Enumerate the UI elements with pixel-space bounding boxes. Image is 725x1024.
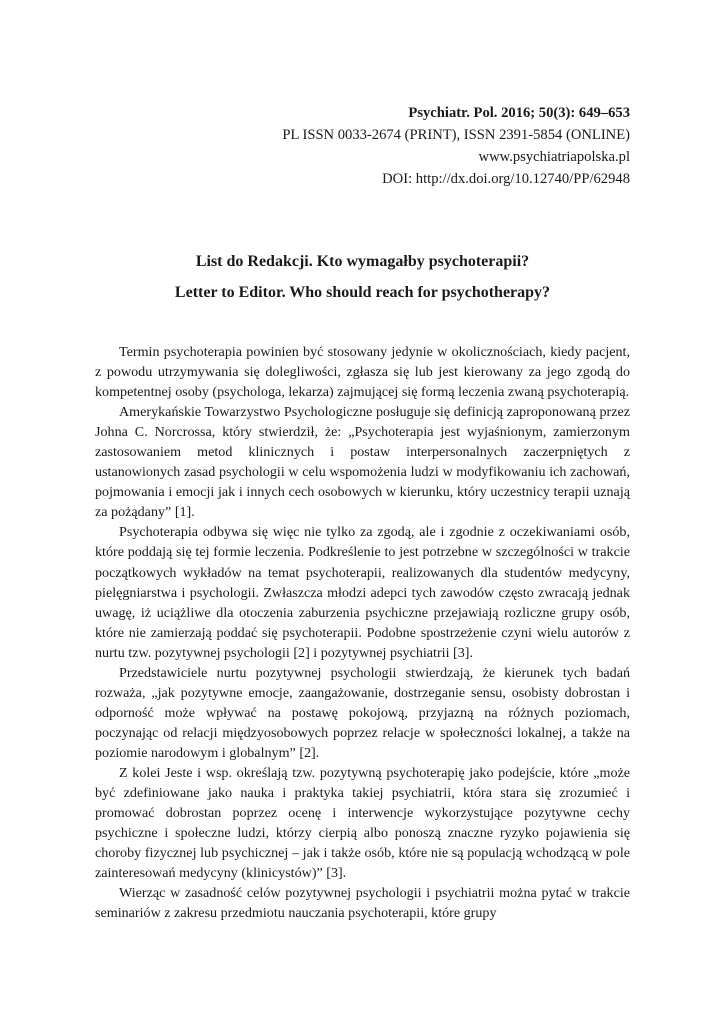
issn-line: PL ISSN 0033-2674 (PRINT), ISSN 2391-5854 (ONLINE): [282, 127, 630, 143]
title-polish: List do Redakcji. Kto wymagałby psychoterapii?: [195, 253, 530, 270]
title-english: Letter to Editor. Who should reach for psychotherapy?: [174, 284, 551, 301]
paragraph: Przedstawiciele nurtu pozytywnej psychologii stwierdzają, że kierunek tych badań rozważa, „jak pozytywne emocje, zaangażowanie, dostrzeganie sensu, osobisty dobrostan i odporność może wpływać na postawę pokojową, przyjazną na różnych poziomach, poczynając od relacji międzyosobowych poprzez relacje w społeczności lokalnej, a także na poziomie narodowym i globalnym” [2].: [95, 664, 630, 761]
article-body: [95, 342, 630, 923]
article-titles: [95, 246, 630, 308]
doi-line: DOI: http://dx.doi.org/10.12740/PP/62948: [382, 171, 630, 187]
paragraph: Z kolei Jeste i wsp. określają tzw. pozytywną psychoterapię jako podejście, które „może być zdefiniowane jako nauka i praktyka takiej psychiatrii, która stara się zrozumieć i promować dobrostan poprzez ocenę i interwencje wykorzystujące pozytywne cechy psychiczne i społeczne ludzi, którzy cierpią albo ponoszą znaczne ryzyko pojawienia się choroby fizycznej lub psychicznej – jak i także osób, które nie są populacją wchodzącą w pole zainteresowań medycyny (klinicystów)” [3].: [95, 764, 630, 882]
paragraph: Wierząc w zasadność celów pozytywnej psychologii i psychiatrii można pytać w trakcie seminariów z zakresu przedmiotu nauczania psychoterapii, które grupy: [95, 885, 630, 922]
paragraph: Termin psychoterapia powinien być stosowany jedynie w okolicznościach, kiedy pacjent, z powodu utrzymywania się dolegliwości, zgłasza się lub jest kierowany za jego zgodą do kompetentnej osoby (psychologa, lekarza) zajmującej się formą leczenia zwaną psychoterapią.: [95, 344, 630, 401]
journal-header: [282, 102, 630, 190]
journal-citation: Psychiatr. Pol. 2016; 50(3): 649–653: [408, 105, 630, 121]
paragraph: Amerykańskie Towarzystwo Psychologiczne posługuje się definicją zaproponowaną przez Johna C. Norcrossa, który stwierdził, że: „Psychoterapia jest wyjaśnionym, zamierzonym zastosowaniem metod klinicznych i postaw interpersonalnych zaczerpniętych z ustanowionych zasad psychologii w celu wspomożenia ludzi w modyfikowaniu ich zachowań, pojmowania i emocji jak i innych cech osobowych w kierunku, który uczestnicy terapii uznają za pożądany” [1].: [95, 404, 630, 521]
journal-website: www.psychiatriapolska.pl: [478, 149, 630, 165]
paragraph: Psychoterapia odbywa się więc nie tylko za zgodą, ale i zgodnie z oczekiwaniami osób, które poddają się tej formie leczenia. Podkreślenie to jest potrzebne w szczególności w trakcie początkowych wykładów na temat psychoterapii, realizowanych dla studentów medycyny, pielęgniarstwa i psychologii. Zwłaszcza młodzi adepci tych zawodów często zwracają jednak uwagę, iż uciążliwe dla otoczenia zaburzenia psychiczne przejawiają rozliczne grupy osób, które nie zamierzają poddać się psychoterapii. Podobne spostrzeżenie czyni wielu autorów z nurtu tzw. pozytywnej psychologii [2] i pozytywnej psychiatrii [3].: [95, 524, 630, 661]
